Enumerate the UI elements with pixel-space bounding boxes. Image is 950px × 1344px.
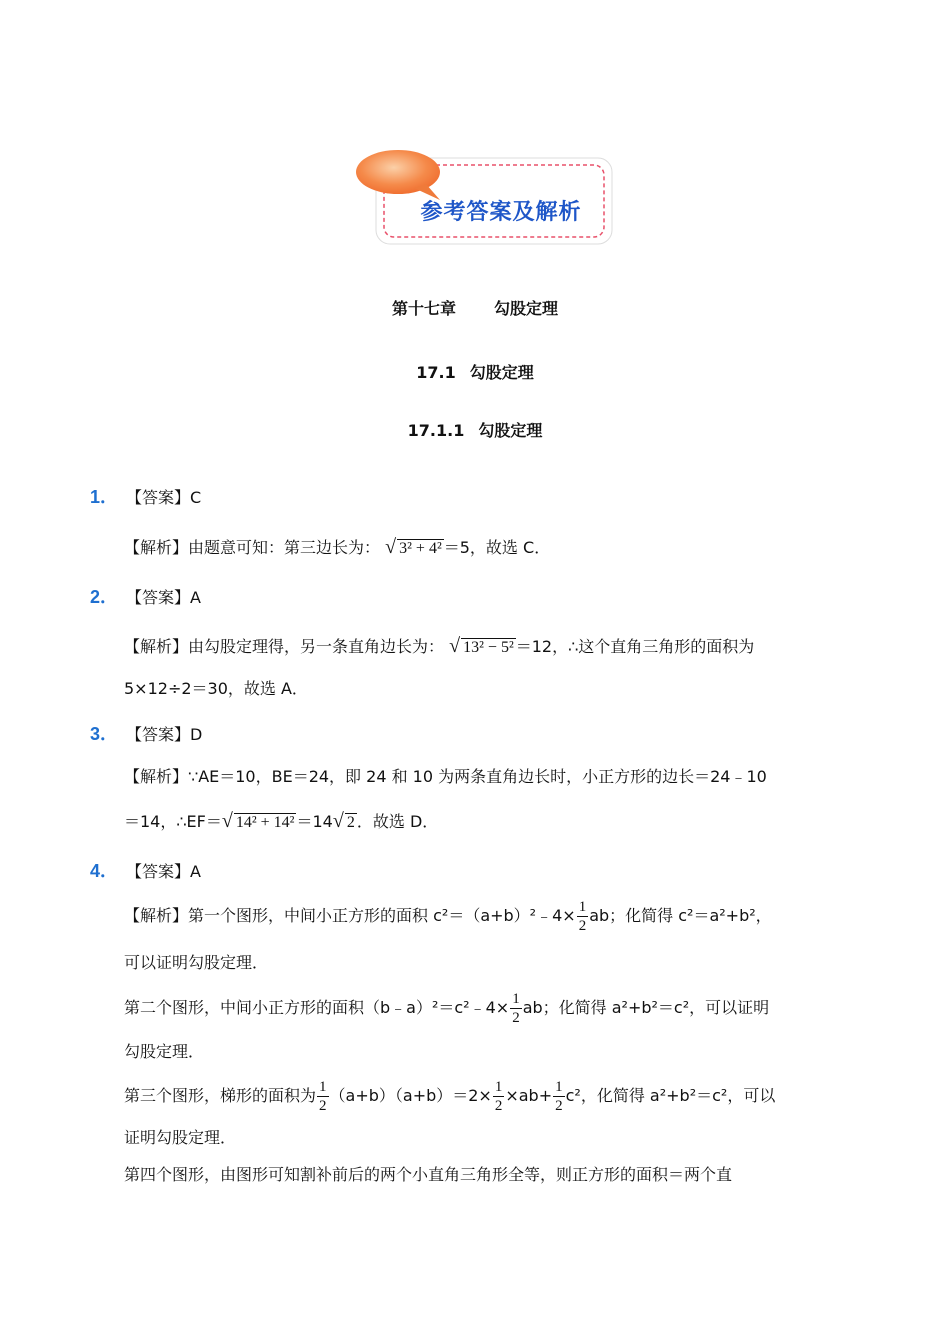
fraction-half: $\frac{1}{2}$ [319, 1079, 327, 1114]
analysis-line: 【解析】由题意可知：第三边长为： √ 3² + 4² ＝5，故选 C． [124, 535, 550, 558]
sqrt-expression: √ 3² + 4² [385, 540, 444, 558]
analysis-line: 第三个图形，梯形的面积为 $\frac{1}{2}$ （a+b）（a+b）＝2× $\frac{1}{2}$ ×ab+ $\frac{1}{2}$ c²，化简得 a²+b²＝c²，可以 [124, 1079, 776, 1114]
subsection-heading [0, 418, 950, 441]
question-number: 2． [90, 587, 119, 607]
question-number: 1． [90, 487, 119, 507]
subsection-number: 17.1.1 [407, 421, 465, 440]
answer-line: 【答案】A [126, 588, 201, 607]
question-number: 4． [90, 861, 119, 881]
chapter-heading [0, 296, 950, 319]
answer-banner [356, 148, 618, 248]
answer-line: 【答案】A [126, 862, 201, 881]
analysis-line: 勾股定理． [124, 1042, 205, 1061]
chapter-name: 勾股定理 [494, 299, 559, 318]
subsection-name: 勾股定理 [478, 421, 543, 440]
analysis-line: 【解析】由勾股定理得，另一条直角边长为： √ 13² − 5² ＝12，∴这个直角三角形的面积为 [124, 634, 754, 657]
chapter-number: 第十七章 [391, 299, 456, 318]
analysis-line: 5×12÷2＝30，故选 A． [124, 679, 308, 698]
section-heading [0, 360, 950, 383]
fraction-half: $\frac{1}{2}$ [578, 899, 587, 934]
analysis-line: 证明勾股定理． [124, 1128, 237, 1147]
banner-title: 参考答案及解析 [420, 200, 582, 225]
section-name: 勾股定理 [469, 363, 534, 382]
fraction-half: $\frac{1}{2}$ [494, 1079, 503, 1114]
answer-line: 【答案】C [126, 488, 202, 507]
fraction-half: $\frac{1}{2}$ [512, 991, 520, 1026]
sqrt-expression: √ 13² − 5² [449, 639, 516, 657]
answer-line: 【答案】D [126, 725, 203, 744]
section-number: 17.1 [416, 363, 456, 382]
sqrt-expression: √ 14² + 14² [222, 814, 297, 832]
question-number: 3． [90, 724, 119, 744]
analysis-line: 可以证明勾股定理． [124, 953, 269, 972]
analysis-line: ＝14，∴EF＝√ 14² + 14² ＝14√ 2 ．故选 D． [124, 809, 438, 832]
analysis-line: 第二个图形，中间小正方形的面积（b﹣a）²＝c²﹣4× $\frac{1}{2}$ ab；化简得 a²+b²＝c²，可以证明 [124, 991, 770, 1026]
analysis-line: 第四个图形，由图形可知割补前后的两个小直角三角形全等，则正方形的面积＝两个直 [124, 1165, 733, 1184]
fraction-half: $\frac{1}{2}$ [555, 1079, 563, 1114]
analysis-line: 【解析】∵AE＝10，BE＝24，即 24 和 10 为两条直角边长时，小正方形的边长＝24﹣10 [124, 767, 767, 786]
analysis-line: 【解析】第一个图形，中间小正方形的面积 c²＝（a+b）²﹣4× $\frac{1}{2}$ ab；化简得 c²＝a²+b²， [124, 899, 772, 934]
sqrt-expression: √ 2 [333, 814, 357, 832]
